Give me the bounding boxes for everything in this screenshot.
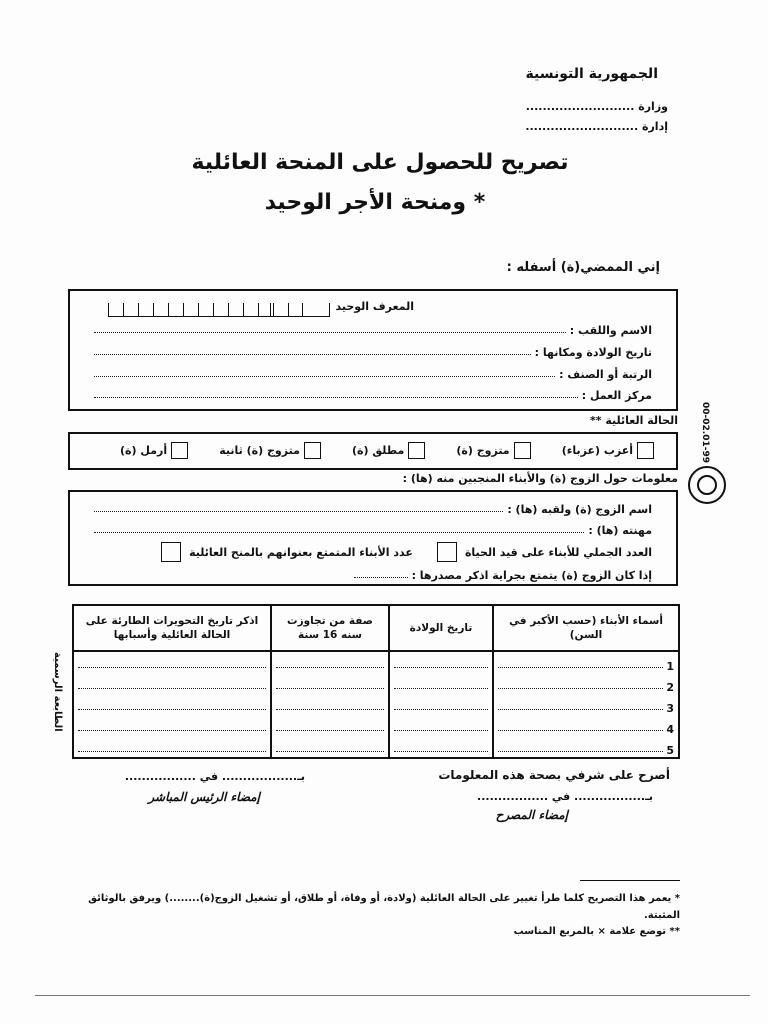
form-title-line2: ومنحة الأجر الوحيد * [264,190,486,215]
spouse-name-field[interactable]: اسم الزوج (ة) ولقبه (ها) : [90,498,652,516]
child-birth-cell[interactable] [389,736,493,758]
footnote-1: * يعمر هذا التصريح كلما طرأ تغيير على الحالة العائلية (ولادة، أو وفاة، أو طلاق، أو تشغيل الزوج(ة)........) ويرفق بالوثائق المثبتة. [88,893,680,921]
unique-id-label: المعرف الوحيد [335,300,414,313]
declarant-signature-label: إمضاء المصرح [495,808,568,822]
child-birth-cell[interactable] [389,673,493,694]
header-over16: صفة من تجاوزت سنه 16 سنة [271,605,389,651]
table-row [73,673,679,694]
status-divorced[interactable]: مطلق (ة) [352,442,425,459]
status-single[interactable]: أعزب (عزباء) [562,442,654,459]
header-birth-date: تاريخ الولادة [389,605,493,651]
birth-field[interactable]: تاريخ الولادة ومكانها : [90,341,652,359]
form-title-line1: تصريح للحصول على المنحة العائلية [191,150,569,175]
children-table [72,604,680,759]
child-birth-cell[interactable] [389,651,493,673]
family-status-box [68,432,678,470]
status-married-checkbox[interactable] [514,442,531,459]
name-field[interactable]: الاسم واللقب : [90,319,652,337]
header-children-names: أسماء الأبناء (حسب الأكبر في السن) [493,605,679,651]
child-changes-cell[interactable] [73,673,271,694]
spouse-job-field[interactable]: مهنته (ها) : [90,519,652,537]
footnote-2: ** توضع علامة × بالمربع المناسب [513,926,680,937]
declaration-text: أصرح على شرفي بصحة هذه المعلومات [438,768,670,782]
unique-id-cells-extra[interactable] [270,303,330,317]
spouse-heading: معلومات حول الزوج (ة) والأبناء المنجبين منه (ها) : [402,472,678,485]
status-single-checkbox[interactable] [637,442,654,459]
child-birth-cell[interactable] [389,715,493,736]
identity-box [68,289,678,411]
living-children-box[interactable] [437,542,457,562]
entitled-children-label: عدد الأبناء المتمتع بعنوانهم بالمنح العائلية [189,545,413,559]
status-divorced-checkbox[interactable] [408,442,425,459]
spouse-salary-field[interactable]: إذا كان الزوج (ة) يتمتع بجراية اذكر مصدرها : [350,564,652,582]
header-changes: اذكر تاريخ التحويرات الطارئة على الحالة العائلية وأسبابها [73,605,271,651]
seal-emblem [688,466,726,504]
child-over16-cell[interactable] [271,736,389,758]
supervisor-place-date[interactable]: بـ.................. في ................. [124,770,305,783]
form-code: 00-02.01-99 [700,402,710,463]
child-name-cell[interactable]: 4 [493,715,679,736]
status-married[interactable]: متزوج (ة) [456,442,530,459]
administration-line: إدارة ........................... [525,120,668,133]
child-changes-cell[interactable] [73,651,271,673]
child-name-cell[interactable]: 3 [493,694,679,715]
rank-field[interactable]: الرتبة أو الصنف : [90,363,652,381]
family-status-heading: الحالة العائلية ** [590,414,678,427]
table-row [73,651,679,673]
ministry-line: وزارة .......................... [525,100,668,113]
child-over16-cell[interactable] [271,715,389,736]
status-widowed[interactable]: أرمل (ة) [120,442,188,459]
workplace-field[interactable]: مركز العمل : [90,384,652,402]
child-birth-cell[interactable] [389,694,493,715]
status-widowed-checkbox[interactable] [171,442,188,459]
child-changes-cell[interactable] [73,736,271,758]
status-remarried[interactable]: متزوج (ة) ثانية [219,442,321,459]
spouse-box [68,490,678,586]
republic-heading: الجمهورية التونسية [525,66,658,82]
child-name-cell[interactable]: 5 [493,736,679,758]
entitled-children-box[interactable] [161,542,181,562]
declaration-place-date[interactable]: بـ................. في ................. [477,790,653,803]
table-row [73,715,679,736]
child-changes-cell[interactable] [73,715,271,736]
official-stamp-label: الطابعة الرسمية [52,652,63,732]
child-over16-cell[interactable] [271,673,389,694]
supervisor-signature-label: إمضاء الرئيس المباشر [148,790,260,804]
child-name-cell[interactable]: 2 [493,673,679,694]
intro-text: إني الممضي(ة) أسفله : [506,260,660,275]
table-row [73,694,679,715]
child-over16-cell[interactable] [271,651,389,673]
footnote-divider [580,880,680,881]
page-bottom-line [35,995,750,996]
child-changes-cell[interactable] [73,694,271,715]
child-over16-cell[interactable] [271,694,389,715]
child-name-cell[interactable]: 1 [493,651,679,673]
table-row [73,736,679,758]
living-children-label: العدد الجملي للأبناء على قيد الحياة [464,545,652,559]
status-remarried-checkbox[interactable] [304,442,321,459]
